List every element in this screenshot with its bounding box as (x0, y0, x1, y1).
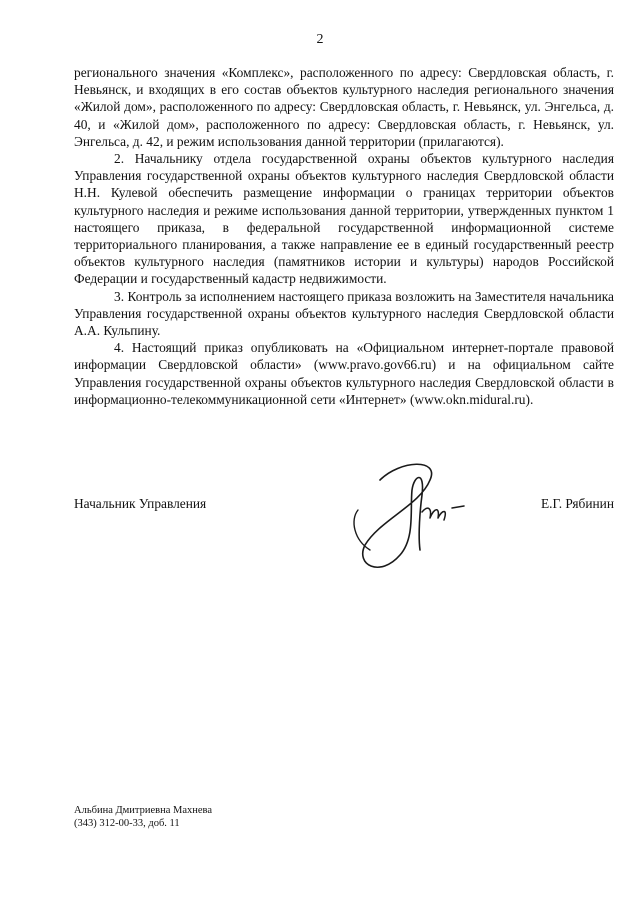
document-body (74, 64, 614, 408)
page-number: 2 (316, 32, 324, 47)
paragraph-item-4: 4. Настоящий приказ опубликовать на «Официальном интернет-портале правовой информации Свердловской области» (www.pravo.gov66.ru) и на официальном сайте Управления государственной охраны объектов культурного наследия Свердловской области в информационно-телекоммуникационной сети «Интернет» (www.okn.midural.ru). (74, 340, 614, 407)
signatory-title: Начальник Управления (74, 496, 207, 511)
author-phone: (343) 312-00-33, доб. 11 (74, 818, 180, 829)
paragraph-item-3: 3. Контроль за исполнением настоящего приказа возложить на Заместителя начальника Управления государственной охраны объектов культурного наследия Свердловской области А.А. Кульпину. (74, 288, 614, 339)
paragraph-item-2: 2. Начальнику отдела государственной охраны объектов культурного наследия Управления государственной охраны объектов культурного наследия Свердловской области Н.Н. Кулевой обеспечить размещение информации о границах территории объектов культурного наследия и режиме использования данной территории, утвержденных пунктом 1 настоящего приказа, в федеральной государственной информационной системе территориального планирования, а также направление ее в единый государственный реестр объектов культурного наследия (памятников истории и культуры) народов Российской Федерации и государственный кадастр недвижимости. (74, 151, 614, 287)
author-name: Альбина Дмитриевна Махнева (74, 805, 213, 816)
handwritten-signature-icon (340, 450, 480, 580)
signatory-name: Е.Г. Рябинин (540, 496, 614, 511)
document-footer (74, 804, 212, 830)
paragraph-continuation: регионального значения «Комплекс», расположенного по адресу: Свердловская область, г. Невьянск, и входящих в его состав объектов культурного наследия регионального значения «Жилой дом», расположенного по адресу: Свердловская область, г. Невьянск, ул. Энгельса, д. 40, и «Жилой дом», расположенного по адресу: Свердловская область, г. Невьянск, ул. Энгельса, д. 42, и режим использования данной территории (прилагаются). (74, 65, 614, 149)
